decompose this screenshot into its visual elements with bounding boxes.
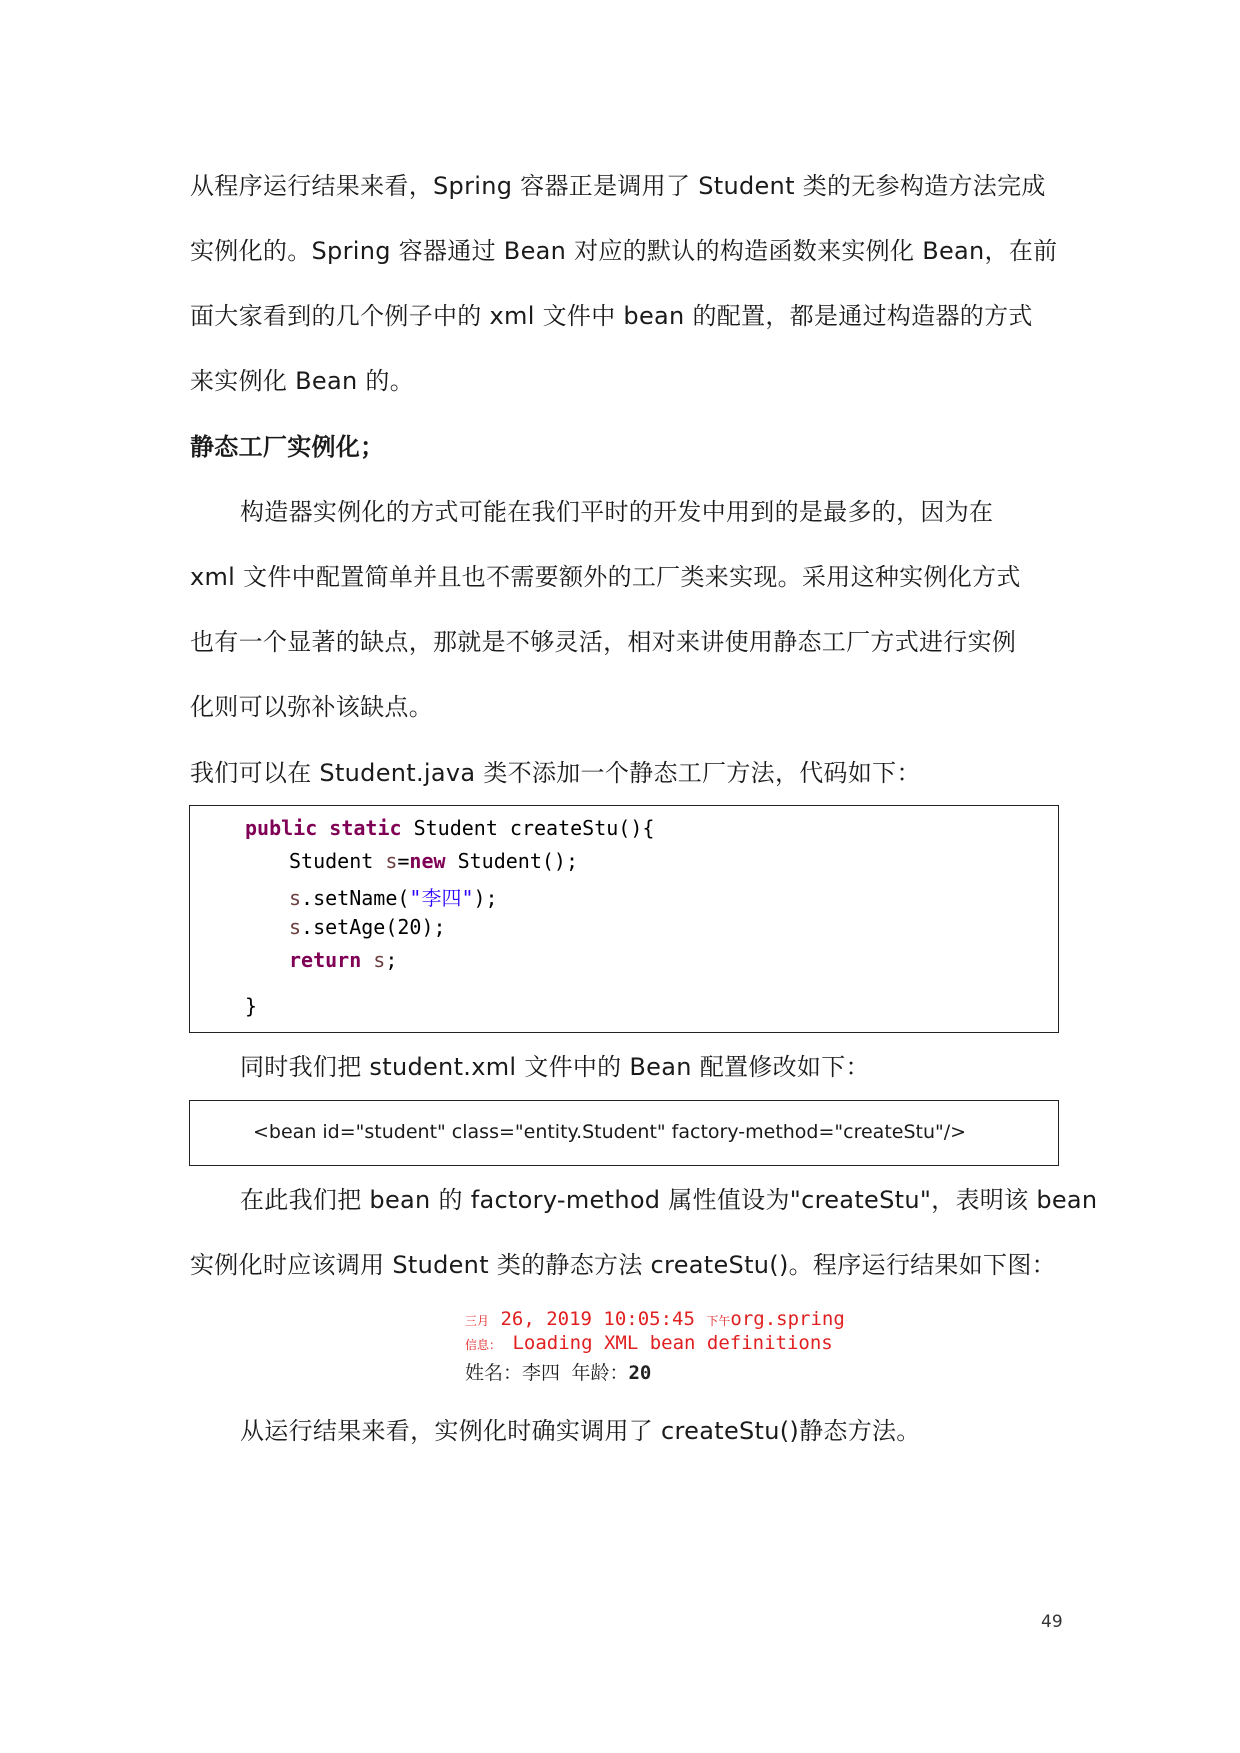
code-line	[289, 882, 498, 911]
paragraph-line: 构造器实例化的方式可能在我们平时的开发中用到的是最多的，因为在	[240, 498, 994, 526]
code-variable: s	[289, 886, 302, 910]
code-line	[289, 948, 397, 972]
paragraph-line: 我们可以在 Student.java 类不添加一个静态工厂方法，代码如下：	[190, 759, 921, 787]
console-text: 三月	[465, 1314, 490, 1328]
code-variable: s	[385, 849, 398, 873]
code-keyword: return	[289, 948, 362, 972]
console-line	[465, 1332, 833, 1354]
paragraph-line: xml 文件中配置简单并且也不需要额外的工厂类来实现。采用这种实例化方式	[190, 563, 1021, 591]
code-text: =	[397, 849, 410, 873]
paragraph-line: 化则可以弥补该缺点。	[190, 693, 433, 721]
code-variable: s	[361, 948, 386, 972]
xml-config-block	[189, 1100, 1059, 1166]
console-line	[465, 1358, 651, 1385]
paragraph-line: 实例化时应该调用 Student 类的静态方法 createStu()。程序运行结果如下图：	[190, 1251, 1056, 1279]
paragraph-line: 从运行结果来看，实例化时确实调用了 createStu()静态方法。	[240, 1417, 921, 1445]
code-variable: s	[289, 915, 302, 939]
paragraph-line: 同时我们把 student.xml 文件中的 Bean 配置修改如下：	[240, 1053, 870, 1081]
code-text: Student	[289, 849, 386, 873]
page-number: 49	[1041, 1612, 1063, 1632]
code-text: Student();	[445, 849, 578, 873]
code-keyword: public	[245, 816, 318, 840]
paragraph-line: 来实例化 Bean 的。	[190, 367, 415, 395]
code-string: "李四"	[409, 886, 474, 910]
paragraph-line: 面大家看到的几个例子中的 xml 文件中 bean 的配置，都是通过构造器的方式	[190, 302, 1033, 330]
paragraph-line: 从程序运行结果来看，Spring 容器正是调用了 Student 类的无参构造方法完成	[190, 172, 1046, 200]
paragraph-line: 也有一个显著的缺点，那就是不够灵活，相对来讲使用静态工厂方式进行实例	[190, 628, 1017, 656]
code-line	[245, 816, 654, 840]
code-text: Student createStu(){	[401, 816, 655, 840]
section-heading: 静态工厂实例化；	[190, 433, 385, 461]
code-keyword: static	[329, 816, 402, 840]
console-text: 20	[628, 1362, 652, 1384]
code-text: );	[473, 886, 498, 910]
code-text: ;	[385, 948, 398, 972]
code-block	[189, 805, 1059, 1033]
code-line: }	[245, 994, 258, 1018]
console-text: 姓名：李四 年龄：	[465, 1362, 629, 1384]
code-text: .setName(	[301, 886, 410, 910]
code-line	[289, 849, 578, 873]
code-line	[289, 915, 446, 939]
code-text: .setAge(20);	[301, 915, 446, 939]
console-line	[465, 1308, 845, 1330]
console-text: 26, 2019 10:05:45	[489, 1308, 707, 1330]
xml-config-text: <bean id="student" class="entity.Student" factory-method="createStu"/>	[253, 1121, 967, 1143]
console-text: 信息：	[465, 1338, 502, 1352]
code-keyword: new	[409, 849, 446, 873]
console-text: Loading XML bean definitions	[501, 1332, 833, 1354]
paragraph-line: 在此我们把 bean 的 factory-method 属性值设为"createStu"，表明该 bean	[240, 1186, 1098, 1214]
console-text: org.spring	[730, 1308, 845, 1330]
console-text: 下午	[706, 1314, 731, 1328]
paragraph-line: 实例化的。Spring 容器通过 Bean 对应的默认的构造函数来实例化 Bean，在前	[190, 237, 1058, 265]
